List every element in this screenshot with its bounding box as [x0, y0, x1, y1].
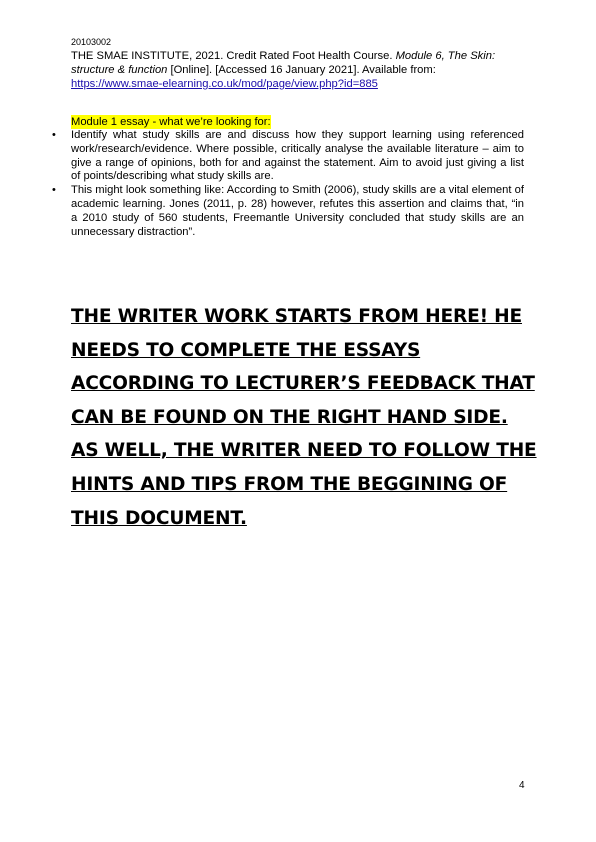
- bullet-icon: •: [52, 129, 56, 141]
- document-id: 20103002: [71, 37, 112, 47]
- bullet-list: [52, 129, 524, 239]
- list-item-text: Identify what study skills are and discuss how they support learning using referenced work/research/evidence. Where possible, critically analyse the available literature – aim to give a range of opinions, both for and against the statement. Aim to avoid just giving a list of points/describing what study skills are.: [71, 129, 524, 183]
- page-number: 4: [519, 780, 525, 791]
- reference-link[interactable]: https://www.smae-elearning.co.uk/mod/page/view.php?id=885: [71, 78, 378, 90]
- bullet-icon: •: [52, 184, 56, 197]
- list-item: [52, 184, 524, 239]
- reference-text: THE SMAE INSTITUTE, 2021. Credit Rated Foot Health Course.: [71, 50, 396, 62]
- list-item: [52, 129, 524, 184]
- writer-instruction-heading: THE WRITER WORK STARTS FROM HERE! HE NEEDS TO COMPLETE THE ESSAYS ACCORDING TO LECTURER’S FEEDBACK THAT CAN BE FOUND ON THE RIGHT HAND SIDE. AS WELL, THE WRITER NEED TO FOLLOW THE HINTS AND TIPS FROM THE BEGGINING OF THIS DOCUMENT.: [71, 306, 537, 529]
- reference-title-italic: Module 6, The Skin: structure & function: [71, 50, 496, 76]
- reference-text-access: [Online]. [Accessed 16 January 2021]. Available from:: [167, 64, 436, 76]
- list-item-text: This might look something like: According to Smith (2006), study skills are a vital element of academic learning. Jones (2011, p. 28) however, refutes this assertion and claims that, “in a 2010 study of 560 students, Freemantle University concluded that study skills are an unnecessary distraction”.: [71, 184, 524, 238]
- section-label-highlighted: Module 1 essay - what we’re looking for:: [71, 116, 271, 128]
- reference-citation: [71, 49, 527, 91]
